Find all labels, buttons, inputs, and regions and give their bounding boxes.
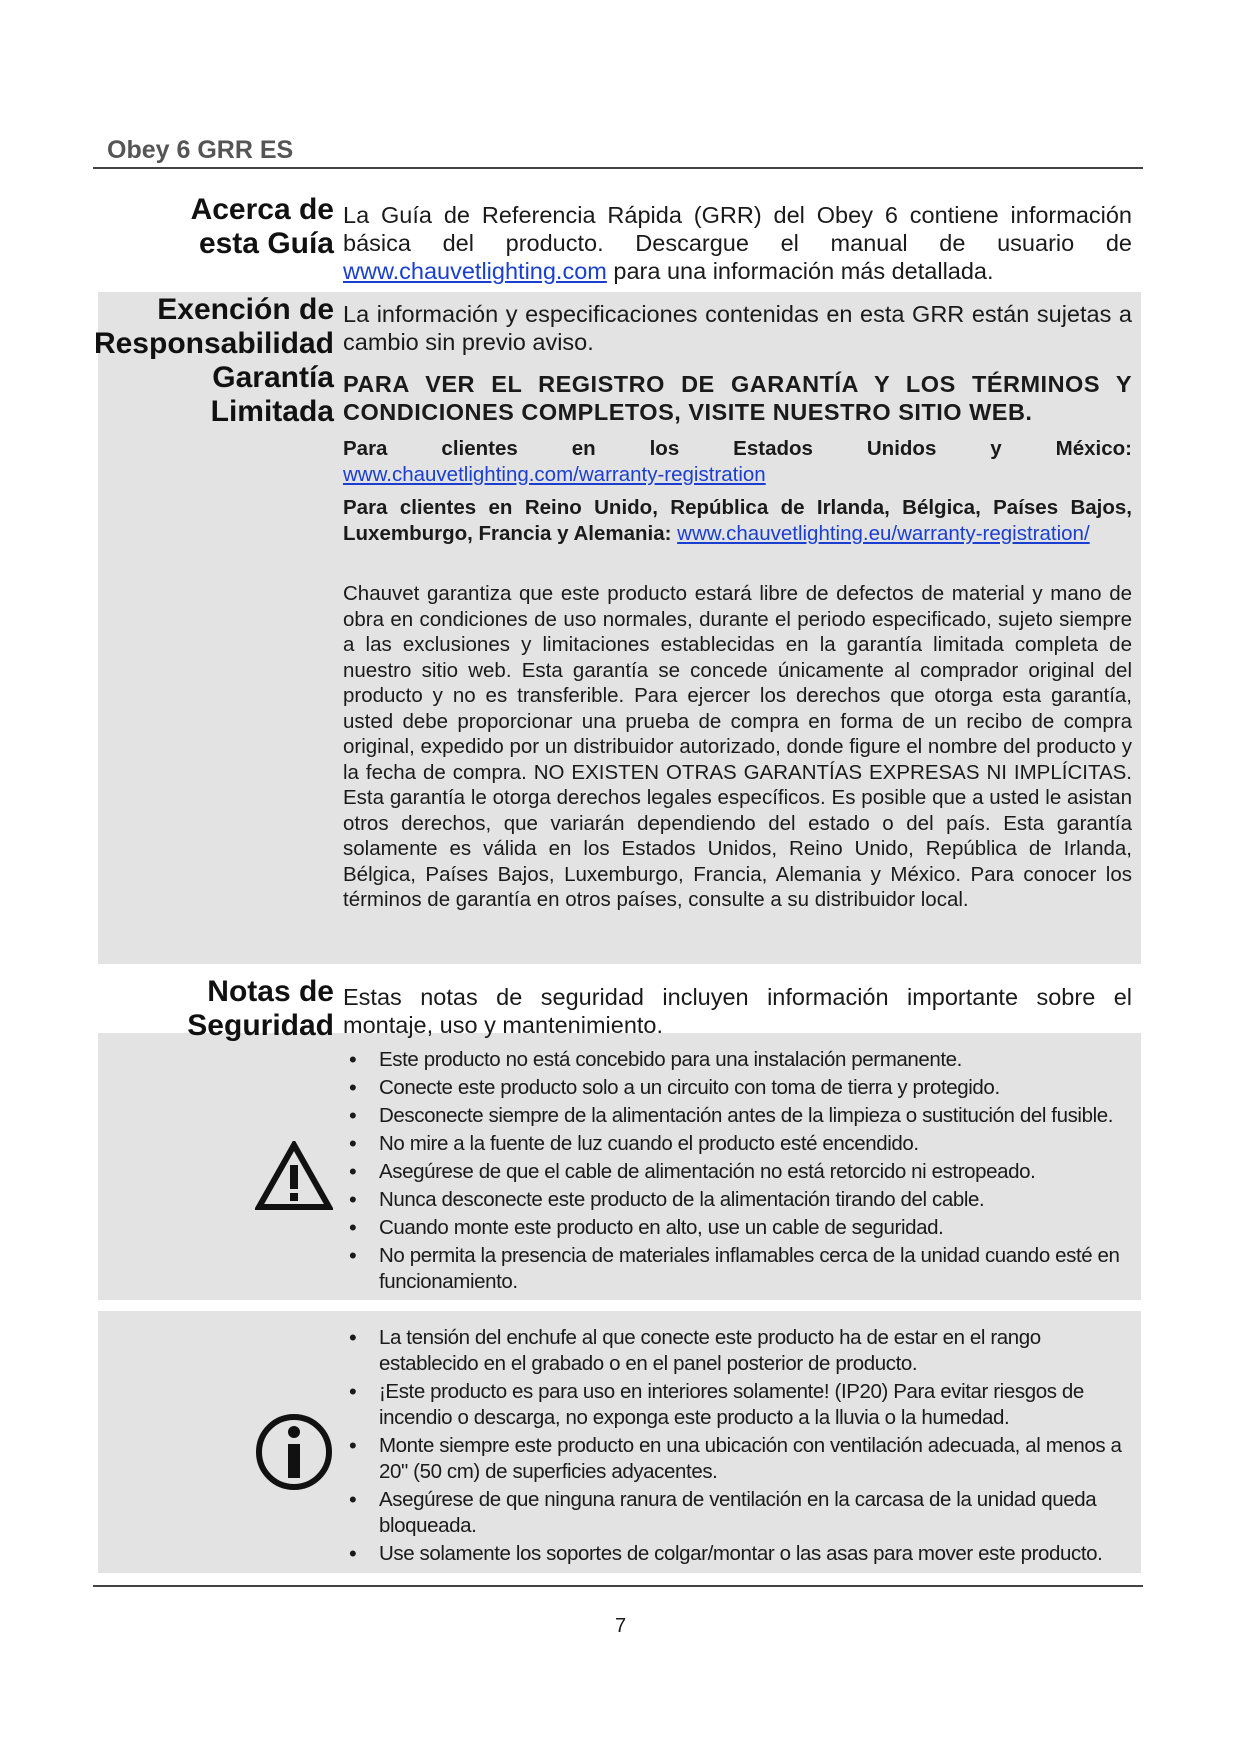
header-title: Obey 6 GRR ES	[107, 136, 294, 164]
safety-intro: Estas notas de seguridad incluyen información importante sobre el montaje, uso y mantenimiento.	[343, 984, 1132, 1038]
info-circle-icon	[254, 1412, 334, 1492]
list-item: • Conecte este producto solo a un circuito con toma de tierra y protegido.	[343, 1075, 1133, 1101]
footer-rule	[93, 1585, 1143, 1587]
list-item: • Use solamente los soportes de colgar/montar o las asas para mover este producto.	[343, 1541, 1133, 1567]
warranty-body: Chauvet garantiza que este producto estará libre de defectos de material y mano de obra en condiciones de uso normales, durante el periodo especificado, sujeto siempre a las exclusiones y limitaciones establecidas en la garantía limitada completa de nuestro sitio web. Esta garantía se concede únicamente al comprador original del producto y no es transferible. Para ejercer los derechos que otorga esta garantía, usted debe proporcionar una prueba de compra en forma de un recibo de compra original, expedido por un distribuidor autorizado, donde figure el nombre del producto y la fecha de compra. NO EXISTEN OTRAS GARANTÍAS EXPRESAS NI IMPLÍCITAS. Esta garantía le otorga derechos legales específicos. Es posible que a usted le asistan otros derechos, que variarán dependiendo del estado o del país. Esta garantía solamente es válida en los Estados Unidos, Reino Unido, República de Irlanda, Bélgica, Países Bajos, Luxemburgo, Francia, Alemania y México. Para conocer los términos de garantía en otros países, consulte a su distribuidor local.	[343, 582, 1132, 911]
list-item: • No permita la presencia de materiales inflamables cerca de la unidad cuando esté en funcionamiento.	[343, 1243, 1133, 1295]
warranty-us-block	[343, 436, 1132, 487]
page-number: 7	[614, 1615, 627, 1637]
header-rule	[93, 167, 1143, 169]
disclaimer-title: Exención de Responsabilidad	[93, 293, 334, 360]
safety-title: Notas de Seguridad	[187, 975, 334, 1042]
list-item: • Cuando monte este producto en alto, use un cable de seguridad.	[343, 1215, 1133, 1241]
list-item: • Monte siempre este producto en una ubicación con ventilación adecuada, al menos a 20" (50 cm) de superficies adyacentes.	[343, 1433, 1133, 1485]
about-text: La Guía de Referencia Rápida (GRR) del Obey 6 contiene información básica del producto. Descargue el manual de usuario de www.chauvetlighting.com para una información más detallada.	[343, 202, 1132, 284]
warranty-us-label: Para clientes en los Estados Unidos y México:	[343, 437, 1132, 460]
about-title: Acerca de esta Guía	[190, 193, 334, 260]
list-item: • Desconecte siempre de la alimentación antes de la limpieza o sustitución del fusible.	[343, 1103, 1133, 1129]
warranty-title: Garantía Limitada	[210, 361, 334, 428]
warranty-eu-link[interactable]: www.chauvetlighting.eu/warranty-registration/	[677, 521, 1090, 545]
warning-triangle-icon	[255, 1141, 333, 1211]
list-item: • La tensión del enchufe al que conecte este producto ha de estar en el rango establecido en el grabado o en el panel posterior de producto.	[343, 1325, 1133, 1377]
list-item: • Nunca desconecte este producto de la alimentación tirando del cable.	[343, 1187, 1133, 1213]
warranty-us-link[interactable]: www.chauvetlighting.com/warranty-registration	[343, 462, 766, 486]
list-item: • No mire a la fuente de luz cuando el producto esté encendido.	[343, 1131, 1133, 1157]
chauvet-website-link[interactable]: www.chauvetlighting.com	[343, 258, 607, 284]
list-item: • Este producto no está concebido para una instalación permanente.	[343, 1047, 1133, 1073]
list-item: • ¡Este producto es para uso en interiores solamente! (IP20) Para evitar riesgos de incendio o descarga, no exponga este producto a la lluvia o la humedad.	[343, 1379, 1133, 1431]
list-item: • Asegúrese de que ninguna ranura de ventilación en la carcasa de la unidad queda bloqueada.	[343, 1487, 1133, 1539]
warning-notes-list	[343, 1047, 1133, 1297]
warranty-heading: PARA VER EL REGISTRO DE GARANTÍA Y LOS TÉRMINOS Y CONDICIONES COMPLETOS, VISITE NUESTRO SITIO WEB.	[343, 371, 1132, 425]
warranty-eu-label: Para clientes en Reino Unido, República de Irlanda, Bélgica, Países Bajos, Luxemburgo, Francia y Alemania:	[343, 496, 1132, 545]
disclaimer-text: La información y especificaciones contenidas en esta GRR están sujetas a cambio sin previo aviso.	[343, 301, 1132, 355]
list-item: • Asegúrese de que el cable de alimentación no está retorcido ni estropeado.	[343, 1159, 1133, 1185]
info-notes-list	[343, 1325, 1133, 1569]
warranty-eu-block	[343, 495, 1132, 546]
